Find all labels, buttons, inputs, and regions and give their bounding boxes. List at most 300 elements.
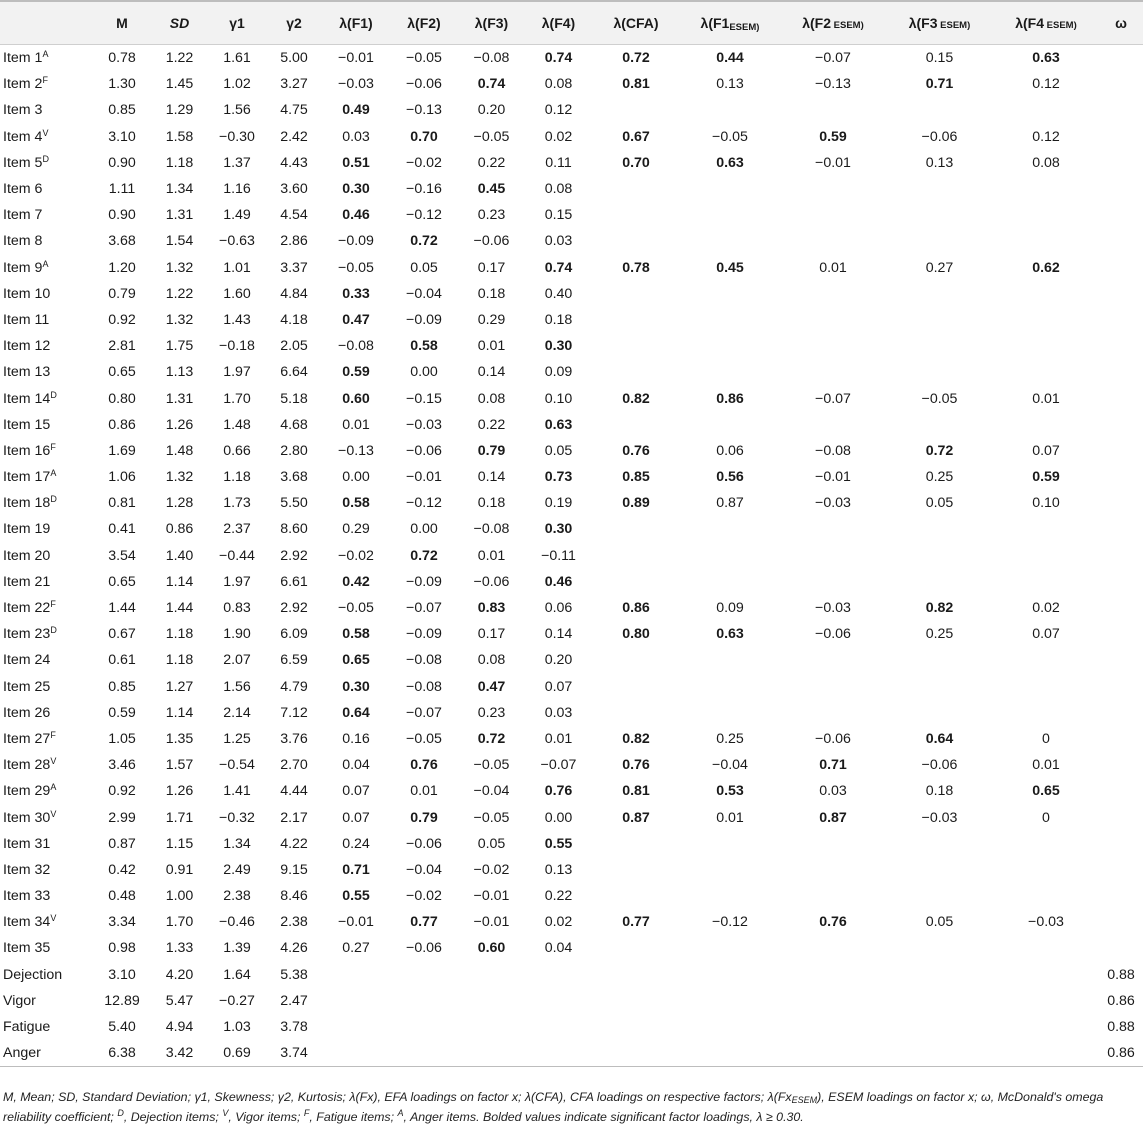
table-cell — [886, 700, 993, 726]
table-cell — [680, 883, 780, 909]
table-cell — [993, 857, 1099, 883]
table-cell: 0.89 — [622, 495, 650, 512]
table-cell — [780, 307, 886, 333]
table-cell — [780, 333, 886, 359]
header-f1-esem — [680, 1, 780, 45]
table-cell — [525, 962, 592, 988]
table-cell — [680, 97, 780, 123]
row-label — [0, 700, 93, 726]
table-cell: 0.58 — [342, 626, 370, 643]
table-cell: 1.32 — [165, 259, 194, 276]
table-cell: 2.37 — [223, 521, 251, 538]
table-cell: 0 — [1042, 809, 1050, 826]
table-cell — [680, 202, 780, 228]
table-cell: 0.63 — [1032, 50, 1060, 67]
row-label — [0, 595, 93, 621]
note-part-e: , Fatigue items; — [309, 1110, 398, 1124]
row-label-text: Item 34 — [3, 914, 51, 931]
table-cell: −0.07 — [815, 390, 851, 407]
row-label-text: Anger — [3, 1045, 41, 1062]
table-cell: −0.06 — [921, 128, 958, 145]
table-cell: 0.87 — [716, 495, 744, 512]
header-f2: λ(F2) — [390, 1, 458, 45]
table-cell: 0.04 — [342, 757, 370, 774]
table-cell: 2.92 — [280, 600, 308, 617]
table-cell: −0.06 — [815, 626, 851, 643]
table-cell — [458, 962, 525, 988]
header-sd: SD — [151, 1, 208, 45]
table-cell: 4.79 — [280, 678, 308, 695]
table-cell — [390, 1040, 458, 1067]
table-cell: 1.15 — [165, 835, 194, 852]
table-cell: 1.27 — [165, 678, 194, 695]
table-cell: −0.01 — [338, 50, 374, 67]
table-cell: −0.03 — [338, 76, 374, 93]
table-cell — [592, 543, 680, 569]
table-cell: 1.41 — [223, 783, 251, 800]
table-cell: 0.01 — [1032, 390, 1060, 407]
row-label-text: Item 10 — [3, 285, 51, 302]
row-label — [0, 988, 93, 1014]
table-cell — [592, 228, 680, 254]
table-cell: −0.44 — [219, 547, 255, 564]
row-label-text: Item 11 — [3, 311, 50, 328]
table-cell: 0.29 — [477, 311, 506, 328]
table-row — [0, 255, 1143, 281]
table-cell: 0.41 — [108, 521, 136, 538]
table-cell — [1099, 543, 1143, 569]
table-cell: 0.01 — [716, 809, 744, 826]
table-cell: 0.74 — [477, 76, 506, 93]
table-cell: 1.05 — [108, 730, 136, 747]
table-cell: 0.81 — [622, 783, 650, 800]
header-gamma2: γ2 — [266, 1, 322, 45]
row-label-text: Fatigue — [3, 1019, 51, 1036]
table-cell: 3.74 — [280, 1045, 308, 1062]
row-label — [0, 228, 93, 254]
table-cell: 1.34 — [223, 835, 251, 852]
table-cell: 0.64 — [342, 704, 370, 721]
table-cell: −0.03 — [815, 600, 851, 617]
table-cell: 0.59 — [108, 704, 136, 721]
row-label-superscript: V — [50, 756, 57, 767]
table-cell: 0.30 — [342, 678, 370, 695]
table-cell: 1.30 — [108, 76, 136, 93]
table-cell: 2.86 — [280, 233, 308, 250]
table-row — [0, 726, 1143, 752]
row-label-text: Item 35 — [3, 940, 51, 957]
table-cell — [525, 1014, 592, 1040]
table-cell — [1099, 831, 1143, 857]
table-cell: 0.17 — [477, 626, 506, 643]
table-cell: 3.10 — [108, 128, 136, 145]
table-row — [0, 45, 1143, 72]
table-cell: 0.61 — [108, 652, 136, 669]
table-cell: 0.09 — [544, 364, 573, 381]
row-label-text: Dejection — [3, 966, 63, 983]
table-cell: 0.59 — [819, 128, 847, 145]
table-cell: 0.86 — [1107, 1045, 1135, 1062]
table-cell: 7.12 — [280, 704, 308, 721]
table-cell: 1.56 — [223, 102, 251, 119]
table-cell: 0.87 — [622, 809, 650, 826]
table-cell: 1.39 — [223, 940, 251, 957]
table-cell: 0.63 — [716, 626, 744, 643]
table-cell: 1.35 — [165, 730, 194, 747]
table-cell: 0.47 — [342, 311, 370, 328]
row-label-text: Item 12 — [3, 338, 51, 355]
table-cell — [1099, 333, 1143, 359]
table-cell: 1.75 — [165, 338, 194, 355]
table-cell: −0.05 — [473, 757, 510, 774]
table-cell: 0.82 — [925, 600, 954, 617]
table-cell: 0.58 — [342, 495, 370, 512]
row-label-text: Item 2 — [3, 76, 43, 93]
row-label-superscript: F — [50, 729, 56, 740]
table-cell: −0.08 — [338, 338, 374, 355]
row-label-superscript: F — [50, 441, 56, 452]
table-cell: −0.09 — [406, 626, 442, 643]
table-cell: 1.20 — [108, 259, 136, 276]
row-label — [0, 71, 93, 97]
row-label — [0, 307, 93, 333]
table-cell: 0.02 — [544, 128, 573, 145]
table-cell — [780, 988, 886, 1014]
table-row — [0, 71, 1143, 97]
table-cell — [780, 831, 886, 857]
table-cell: 0.00 — [410, 364, 438, 381]
table-cell: 0.78 — [622, 259, 650, 276]
table-cell: 1.71 — [165, 809, 194, 826]
table-cell — [1099, 804, 1143, 830]
table-cell — [993, 700, 1099, 726]
table-cell — [780, 700, 886, 726]
table-cell: 3.27 — [280, 76, 308, 93]
table-cell: 0.13 — [716, 76, 744, 93]
table-cell: −0.30 — [219, 128, 255, 145]
table-cell: 1.32 — [165, 469, 194, 486]
table-cell: 0.05 — [925, 495, 954, 512]
table-cell: 2.70 — [280, 757, 308, 774]
table-cell: 0.03 — [342, 128, 370, 145]
table-cell — [886, 1040, 993, 1067]
table-cell: 0.71 — [925, 76, 954, 93]
table-cell: 0.00 — [410, 521, 438, 538]
table-row — [0, 909, 1143, 935]
table-cell — [886, 359, 993, 385]
table-cell: −0.12 — [712, 914, 748, 931]
row-label-text: Item 15 — [3, 416, 51, 433]
table-cell: −0.05 — [473, 128, 510, 145]
table-cell: 6.64 — [280, 364, 308, 381]
table-cell: 0.85 — [108, 102, 136, 119]
table-cell: −0.63 — [219, 233, 255, 250]
row-label-superscript: A — [42, 258, 49, 269]
table-cell: 2.38 — [280, 914, 308, 931]
table-cell — [322, 988, 390, 1014]
table-cell — [993, 359, 1099, 385]
header-f4: λ(F4) — [525, 1, 592, 45]
note-part-c: , Dejection items; — [123, 1110, 223, 1124]
header-omega: ω — [1099, 1, 1143, 45]
table-cell: 8.46 — [280, 888, 308, 905]
table-cell: 0.46 — [342, 207, 370, 224]
table-cell: 0.27 — [925, 259, 954, 276]
table-cell — [1099, 71, 1143, 97]
table-cell — [886, 831, 993, 857]
table-cell — [1099, 97, 1143, 123]
table-cell: 0.79 — [477, 442, 506, 459]
table-cell: −0.13 — [815, 76, 851, 93]
table-cell: 0.30 — [544, 521, 573, 538]
table-cell — [592, 962, 680, 988]
table-row — [0, 281, 1143, 307]
table-cell — [1099, 385, 1143, 411]
table-cell: 0.12 — [544, 102, 573, 119]
table-cell — [993, 97, 1099, 123]
table-cell: 0.04 — [544, 940, 573, 957]
row-label-text: Vigor — [3, 992, 36, 1009]
table-cell — [680, 1014, 780, 1040]
table-cell: 0.77 — [410, 914, 438, 931]
table-cell: 0.12 — [1032, 76, 1060, 93]
table-row — [0, 857, 1143, 883]
row-label — [0, 935, 93, 961]
table-cell: 0 — [1042, 730, 1050, 747]
table-cell: 0.25 — [716, 730, 744, 747]
table-cell: −0.06 — [406, 442, 442, 459]
table-cell — [680, 674, 780, 700]
table-cell: 0.47 — [477, 678, 506, 695]
table-cell — [1099, 726, 1143, 752]
table-row — [0, 621, 1143, 647]
row-label-text: Item 27 — [3, 730, 51, 747]
table-cell: 1.33 — [165, 940, 194, 957]
table-cell: 5.47 — [165, 992, 194, 1009]
table-cell: 1.00 — [165, 888, 194, 905]
table-cell: −0.06 — [815, 730, 851, 747]
table-cell: −0.02 — [338, 547, 374, 564]
table-cell: 0.79 — [410, 809, 438, 826]
row-label — [0, 202, 93, 228]
table-row — [0, 412, 1143, 438]
row-label — [0, 804, 93, 830]
table-cell: 0.17 — [477, 259, 506, 276]
table-cell: 0.83 — [477, 600, 506, 617]
table-cell — [680, 647, 780, 673]
row-label-superscript: D — [50, 389, 57, 400]
table-cell: −0.05 — [712, 128, 748, 145]
table-cell: −0.05 — [473, 809, 510, 826]
table-cell: 0.63 — [544, 416, 573, 433]
table-cell: 0.06 — [716, 442, 744, 459]
table-cell — [780, 516, 886, 542]
table-cell — [1099, 935, 1143, 961]
row-label-superscript: V — [42, 127, 49, 138]
row-label-text: Item 26 — [3, 704, 51, 721]
table-cell — [458, 1040, 525, 1067]
table-cell: 2.42 — [280, 128, 308, 145]
table-cell — [680, 412, 780, 438]
table-cell — [886, 674, 993, 700]
table-cell: 0.08 — [477, 652, 506, 669]
table-cell: 0.48 — [108, 888, 136, 905]
table-cell: 1.37 — [223, 154, 251, 171]
table-cell — [680, 962, 780, 988]
table-cell: 0.86 — [716, 390, 744, 407]
row-label — [0, 464, 93, 490]
table-cell: 0.07 — [1032, 442, 1060, 459]
table-cell — [592, 176, 680, 202]
table-row — [0, 1014, 1143, 1040]
table-cell: 0.03 — [544, 233, 573, 250]
table-cell: 0.30 — [342, 181, 370, 198]
table-cell: −0.16 — [406, 181, 442, 198]
table-cell: 0.02 — [544, 914, 573, 931]
row-label-superscript: D — [42, 153, 49, 164]
table-cell — [1099, 150, 1143, 176]
row-label-text: Item 9 — [3, 259, 43, 276]
row-label-text: Item 1 — [3, 50, 43, 67]
row-label — [0, 412, 93, 438]
row-label-text: Item 6 — [3, 181, 43, 198]
row-label — [0, 962, 93, 988]
table-cell: 2.81 — [108, 338, 136, 355]
row-label-superscript: F — [50, 599, 56, 610]
table-cell: 12.89 — [104, 992, 140, 1009]
table-row — [0, 883, 1143, 909]
table-cell: 0.19 — [544, 495, 573, 512]
table-cell: −0.01 — [815, 154, 851, 171]
table-cell: 1.22 — [165, 285, 194, 302]
table-cell: 3.54 — [108, 547, 136, 564]
row-label-superscript: F — [42, 75, 48, 86]
table-cell: 0.67 — [108, 626, 136, 643]
table-cell: 0.92 — [108, 783, 136, 800]
table-cell: 1.70 — [223, 390, 251, 407]
table-cell: 0.72 — [477, 730, 506, 747]
table-cell — [680, 543, 780, 569]
table-cell — [993, 202, 1099, 228]
table-cell: 2.07 — [223, 652, 251, 669]
table-cell: 1.26 — [165, 783, 194, 800]
table-cell: −0.08 — [473, 521, 510, 538]
table-cell: 1.14 — [165, 704, 194, 721]
table-cell: 0.65 — [108, 364, 136, 381]
table-cell: 2.14 — [223, 704, 251, 721]
row-label — [0, 543, 93, 569]
table-cell: −0.08 — [473, 50, 510, 67]
row-label — [0, 883, 93, 909]
row-label-text: Item 30 — [3, 809, 51, 826]
header-f3-esem-main: λ(F3 — [908, 15, 938, 31]
table-cell: 0.86 — [1107, 992, 1135, 1009]
table-cell: 0.76 — [410, 757, 438, 774]
row-label — [0, 438, 93, 464]
table-cell: −0.06 — [473, 233, 510, 250]
table-cell: 0.76 — [622, 442, 650, 459]
row-label — [0, 490, 93, 516]
note-esem-sub: ESEM — [791, 1095, 818, 1105]
table-cell: 0.85 — [108, 678, 136, 695]
row-label — [0, 909, 93, 935]
row-label-text: Item 14 — [3, 390, 51, 407]
table-cell: 0.01 — [342, 416, 370, 433]
table-cell — [886, 333, 993, 359]
table-cell — [592, 935, 680, 961]
table-cell: 2.49 — [223, 861, 251, 878]
table-cell — [993, 307, 1099, 333]
row-label — [0, 255, 93, 281]
table-cell — [993, 935, 1099, 961]
table-cell: 0.05 — [544, 442, 573, 459]
table-cell: 0.22 — [477, 154, 506, 171]
row-label — [0, 778, 93, 804]
table-cell: −0.06 — [406, 76, 442, 93]
table-cell: 0.01 — [1032, 757, 1060, 774]
table-cell: 1.69 — [108, 442, 136, 459]
row-label — [0, 647, 93, 673]
table-cell: 0.29 — [342, 521, 370, 538]
table-cell: 0.72 — [925, 442, 954, 459]
table-cell: 0.60 — [477, 940, 506, 957]
table-cell: 0.18 — [925, 783, 954, 800]
table-cell — [322, 1014, 390, 1040]
table-cell: 0.86 — [165, 521, 194, 538]
table-cell: 3.68 — [280, 469, 308, 486]
row-label-text: Item 22 — [3, 600, 51, 617]
table-cell: 4.44 — [280, 783, 308, 800]
table-cell — [886, 97, 993, 123]
table-cell — [780, 543, 886, 569]
table-cell: 0.14 — [544, 626, 573, 643]
table-cell: −0.01 — [473, 888, 510, 905]
table-cell: 1.58 — [165, 128, 194, 145]
table-cell: 0.07 — [342, 783, 370, 800]
row-label-text: Item 21 — [3, 573, 51, 590]
note-a-sup: A — [397, 1108, 404, 1118]
row-label-text: Item 13 — [3, 364, 51, 381]
table-cell — [592, 281, 680, 307]
note-part-b: ), ESEM loadings on factor x; ω, McDonald's omega reliability coefficient; — [3, 1090, 1104, 1124]
table-cell: −0.08 — [406, 678, 442, 695]
table-cell — [886, 883, 993, 909]
row-label — [0, 516, 93, 542]
table-cell: 0.77 — [622, 914, 650, 931]
table-cell — [592, 97, 680, 123]
table-cell: 0.10 — [1032, 495, 1060, 512]
table-cell: 0.90 — [108, 154, 136, 171]
table-cell — [680, 333, 780, 359]
header-f1-esem-main: λ(F1 — [700, 15, 730, 31]
table-cell — [886, 857, 993, 883]
table-row — [0, 752, 1143, 778]
table-row — [0, 228, 1143, 254]
table-cell — [993, 176, 1099, 202]
table-cell: 0.30 — [544, 338, 573, 355]
table-cell: 1.34 — [165, 181, 194, 198]
table-cell: 0.27 — [342, 940, 370, 957]
table-cell — [886, 176, 993, 202]
table-cell — [1099, 412, 1143, 438]
table-cell — [993, 962, 1099, 988]
header-f2-esem-sub: ESEM) — [831, 20, 864, 31]
table-cell: −0.06 — [406, 835, 442, 852]
row-label-text: Item 18 — [3, 495, 51, 512]
table-cell: −0.06 — [406, 940, 442, 957]
row-label-text: Item 7 — [3, 207, 43, 224]
table-cell — [1099, 359, 1143, 385]
